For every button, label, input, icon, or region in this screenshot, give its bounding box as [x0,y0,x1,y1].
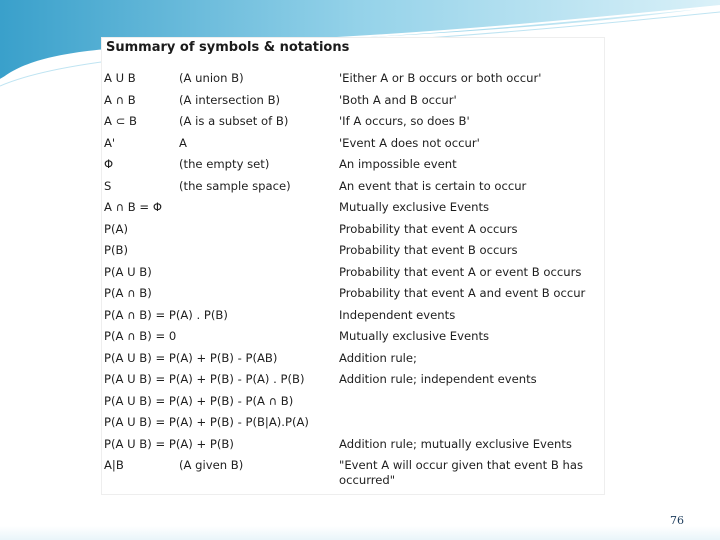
table-row [102,283,604,305]
notation-symbol: P(A U B) = P(A) + P(B) - P(A ∩ B) [104,393,294,408]
notation-symbol: A ∩ B [104,92,136,107]
notation-name: (A is a subset of B) [179,114,289,128]
notation-meaning: Probability that event B occurs [339,243,518,257]
notation-meaning: 'Either A or B occurs or both occur' [339,71,542,85]
notation-name: A [179,135,187,150]
table-row [102,412,604,434]
notation-symbol: A|B [104,458,124,472]
notation-symbol: P(A U B) = P(A) + P(B) [104,436,234,451]
notation-rows [102,68,604,495]
notation-meaning: Probability that event A and event B occur [339,286,586,300]
table-row [102,369,604,391]
table-row [102,434,604,456]
notation-symbol: A U B [104,71,136,85]
table-row [102,197,604,219]
notation-symbol: A ⊂ B [104,114,137,128]
notation-meaning: 'Both A and B occur' [339,92,457,107]
table-row [102,111,604,133]
notation-symbol: P(A ∩ B) = P(A) . P(B) [104,307,228,322]
table-row [102,326,604,348]
notation-symbol: S [104,178,112,193]
notation-name: (A intersection B) [179,92,281,107]
notation-name: (the empty set) [179,157,270,171]
table-row [102,455,604,495]
table-row [102,348,604,370]
notation-symbol: A' [104,135,116,150]
table-row [102,133,604,155]
table-row [102,262,604,284]
page-title: Summary of symbols & notations [106,40,350,55]
notation-symbol: Φ [104,157,114,171]
notation-meaning: "Event A will occur given that event B has occurred" [339,458,583,487]
notation-symbol: P(B) [104,243,128,257]
notation-symbol: P(A U B) = P(A) + P(B) - P(B|A).P(A) [104,415,309,429]
notation-meaning: An event that is certain to occur [339,178,527,193]
notation-symbol: P(A) [104,221,128,236]
notation-meaning: An impossible event [339,157,457,171]
notation-table-panel [102,38,604,494]
footer-band [0,526,720,540]
notation-meaning: Mutually exclusive Events [339,200,490,214]
page-number: 76 [670,514,684,527]
notation-meaning: Probability that event A occurs [339,221,518,236]
table-row [102,219,604,241]
table-row [102,240,604,262]
notation-name: (A union B) [179,71,244,85]
notation-meaning: Addition rule; independent events [339,372,537,386]
table-row [102,391,604,413]
notation-name: (the sample space) [179,178,291,193]
notation-meaning: Mutually exclusive Events [339,329,490,343]
notation-meaning: Addition rule; mutually exclusive Events [339,436,572,451]
notation-meaning: Probability that event A or event B occurs [339,264,582,279]
table-row [102,176,604,198]
notation-symbol: P(A ∩ B) [104,286,152,300]
table-row [102,154,604,176]
table-row [102,305,604,327]
notation-meaning: Addition rule; [339,350,417,365]
notation-meaning: Independent events [339,307,456,322]
notation-meaning: 'If A occurs, so does B' [339,114,470,128]
notation-symbol: P(A U B) = P(A) + P(B) - P(A) . P(B) [104,372,305,386]
notation-meaning: 'Event A does not occur' [339,135,480,150]
notation-symbol: P(A ∩ B) = 0 [104,329,177,343]
notation-symbol: A ∩ B = Φ [104,200,162,214]
notation-name: (A given B) [179,458,244,472]
table-row [102,68,604,90]
notation-symbol: P(A U B) = P(A) + P(B) - P(AB) [104,350,278,365]
notation-symbol: P(A U B) [104,264,152,279]
table-row [102,90,604,112]
